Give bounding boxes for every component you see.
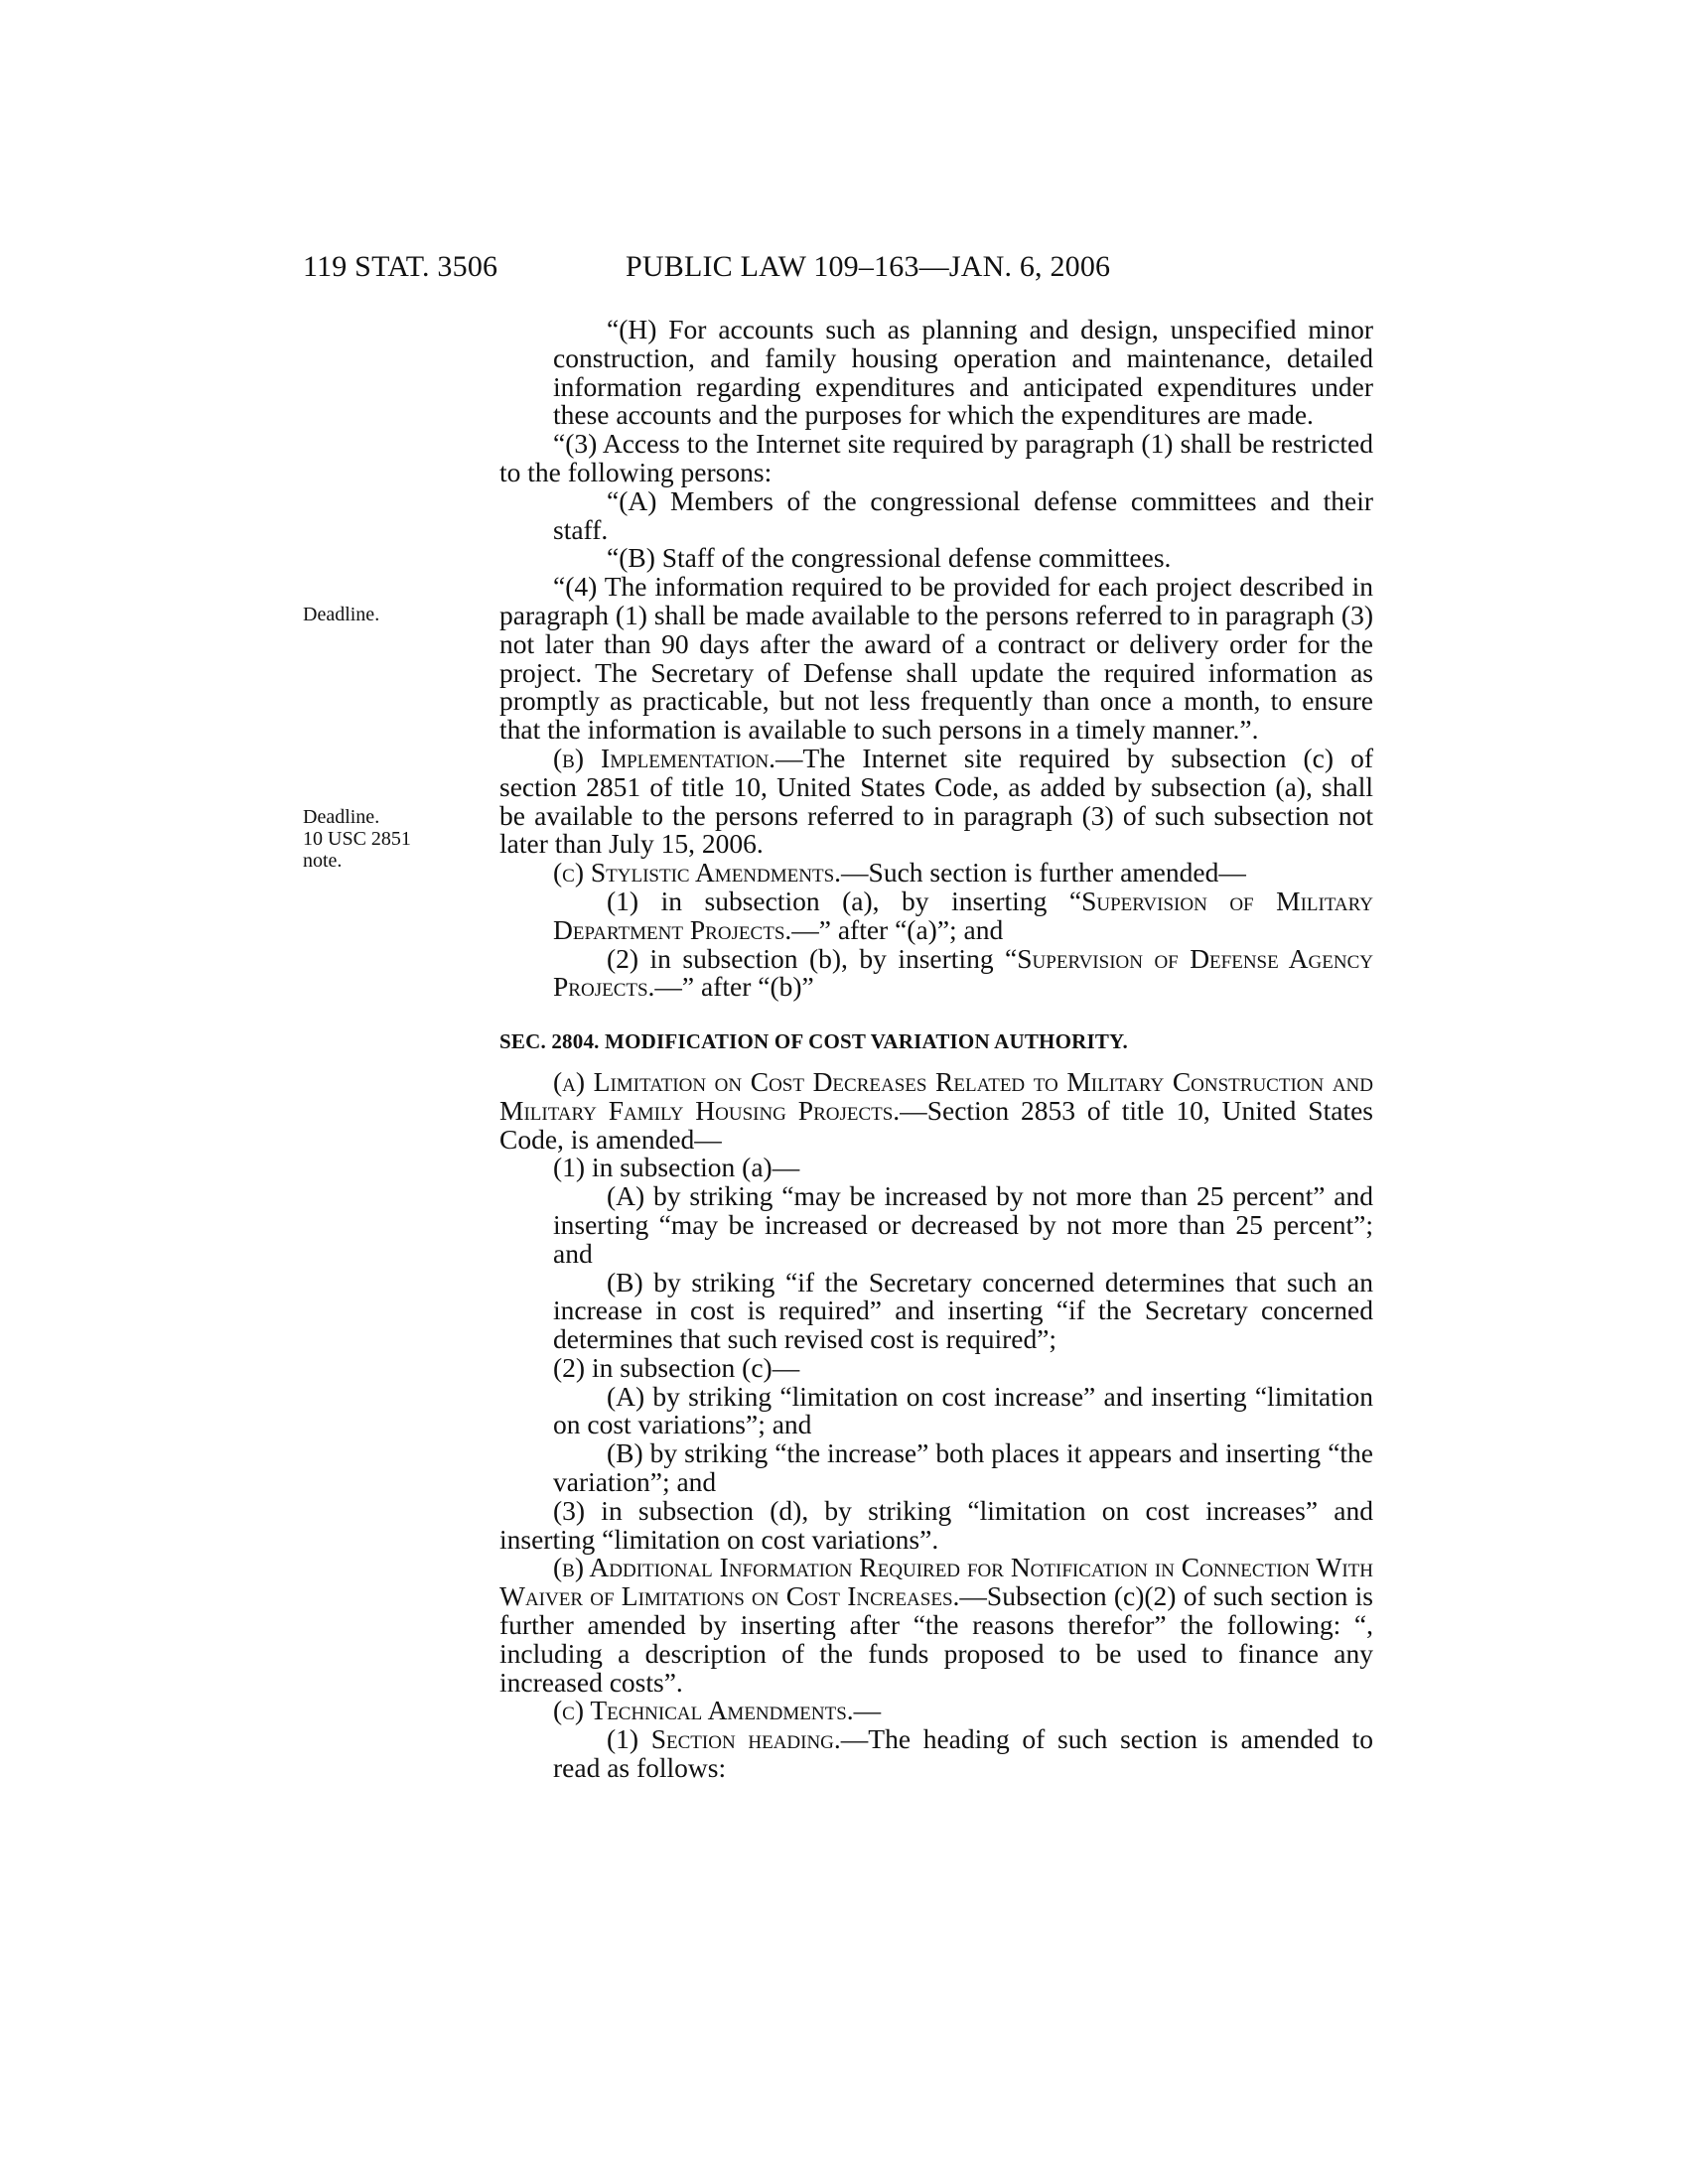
paragraph-a2: (2) in subsection (c)— bbox=[553, 1351, 800, 1383]
paragraph-h: “(H) For accounts such as planning and design, unspecified minor construction, and family housing operation and maintenance, detailed information regarding expenditures and anticipated expenditures under these accounts and the purposes for which the expenditures are made. bbox=[553, 314, 1373, 431]
margin-note-usc-citation: 10 USC 2851 bbox=[303, 828, 411, 850]
document-body bbox=[499, 316, 1373, 1783]
stat-citation: 119 STAT. 3506 bbox=[303, 250, 498, 283]
paragraph-text: (1) in subsection (a), by inserting “ bbox=[607, 885, 1082, 916]
paragraph-a3: (3) in subsection (d), by striking “limitation on cost increases” and inserting “limitation on cost variations”. bbox=[499, 1494, 1373, 1555]
paragraph-4: “(4) The information required to be provided for each project described in paragraph (1) shall be made available to the persons referred to in paragraph (3) not later than 90 days after the award of a contract or delivery order for the project. The Secretary of Defense shall update the required information as promptly as practicable, but not less frequently than once a month, to ensure that the information is available to such persons in a timely manner.”. bbox=[499, 571, 1373, 746]
subsection-heading: (a) Limitation on Cost Decreases Related to Military Construction and Military Family Housing Projects.— bbox=[499, 1065, 1373, 1126]
subsection-text: The Internet site required by subsection (c) of section 2851 of title 10, United States Code, as added by subsection (a), shall be available to the persons referred to in paragraph (3) of such subsection not later than July 15, 2006. bbox=[499, 742, 1373, 860]
paragraph-text: ” after “(b)” bbox=[681, 971, 814, 1003]
inserted-heading: Supervision of Military Department Projects.— bbox=[553, 885, 1373, 945]
paragraph-3: “(3) Access to the Internet site required by paragraph (1) shall be restricted to the following persons: bbox=[499, 428, 1373, 487]
subsection-heading: (c) Stylistic Amendments.— bbox=[553, 857, 869, 888]
paragraph-3a: “(A) Members of the congressional defense committees and their staff. bbox=[553, 484, 1373, 545]
page-title: PUBLIC LAW 109–163—JAN. 6, 2006 bbox=[626, 250, 1111, 283]
section-heading: SEC. 2804. MODIFICATION OF COST VARIATION AUTHORITY. bbox=[499, 1029, 1128, 1054]
paragraph-c1-section-heading bbox=[499, 1725, 1373, 1783]
paragraph-text: The heading of such section is amended to read as follows: bbox=[553, 1723, 1373, 1784]
paragraph-a2b: (B) by striking “the increase” both places it appears and inserting “the variation”; and bbox=[553, 1437, 1373, 1498]
margin-note-deadline: Deadline. bbox=[303, 806, 380, 828]
subsection-heading: (c) Technical Amendments.— bbox=[553, 1695, 882, 1726]
paragraph-text: (2) in subsection (b), by inserting “ bbox=[607, 942, 1018, 974]
paragraph-text: ” after “(a)”; and bbox=[818, 913, 1004, 945]
subsection-heading: (b) Implementation.— bbox=[553, 742, 803, 773]
margin-note-note: note. bbox=[303, 850, 343, 872]
subsection-c-stylistic bbox=[499, 859, 1373, 887]
paragraph-heading: (1) Section heading.— bbox=[607, 1723, 869, 1755]
subsection-b-implementation bbox=[499, 742, 1373, 860]
paragraph-a1b: (B) by striking “if the Secretary concerned determines that such an increase in cost is required” and inserting “if the Secretary concerned determines that such revised cost is required”; bbox=[553, 1266, 1373, 1355]
paragraph-a1: (1) in subsection (a)— bbox=[553, 1152, 800, 1183]
paragraph-c2 bbox=[499, 942, 1373, 1003]
inserted-heading: Supervision of Defense Agency Projects.— bbox=[553, 942, 1373, 1003]
subsection-heading: (b) Additional Information Required for Notification in Connection With Waiver of Limitations on Cost Increases.— bbox=[499, 1552, 1373, 1612]
paragraph-3b: “(B) Staff of the congressional defense committees. bbox=[607, 542, 1172, 574]
subsection-a-limitation bbox=[499, 1065, 1373, 1155]
paragraph-a2a: (A) by striking “limitation on cost increase” and inserting “limitation on cost variations”; and bbox=[553, 1380, 1373, 1440]
subsection-text: Such section is further amended— bbox=[868, 857, 1246, 888]
subsection-c-technical bbox=[499, 1697, 1373, 1725]
margin-note-deadline: Deadline. bbox=[303, 604, 380, 625]
paragraph-c1 bbox=[499, 887, 1373, 945]
subsection-b-additional-info bbox=[499, 1554, 1373, 1697]
subsection-text: Section 2853 of title 10, United States Code, is amended— bbox=[499, 1094, 1373, 1155]
subsection-text: Subsection (c)(2) of such section is further amended by inserting after “the reasons therefor” the following: “, including a description of the funds proposed to be used to finance any increased costs”. bbox=[499, 1580, 1373, 1698]
paragraph-a1a: (A) by striking “may be increased by not more than 25 percent” and inserting “may be increased or decreased by not more than 25 percent”; and bbox=[553, 1180, 1373, 1269]
